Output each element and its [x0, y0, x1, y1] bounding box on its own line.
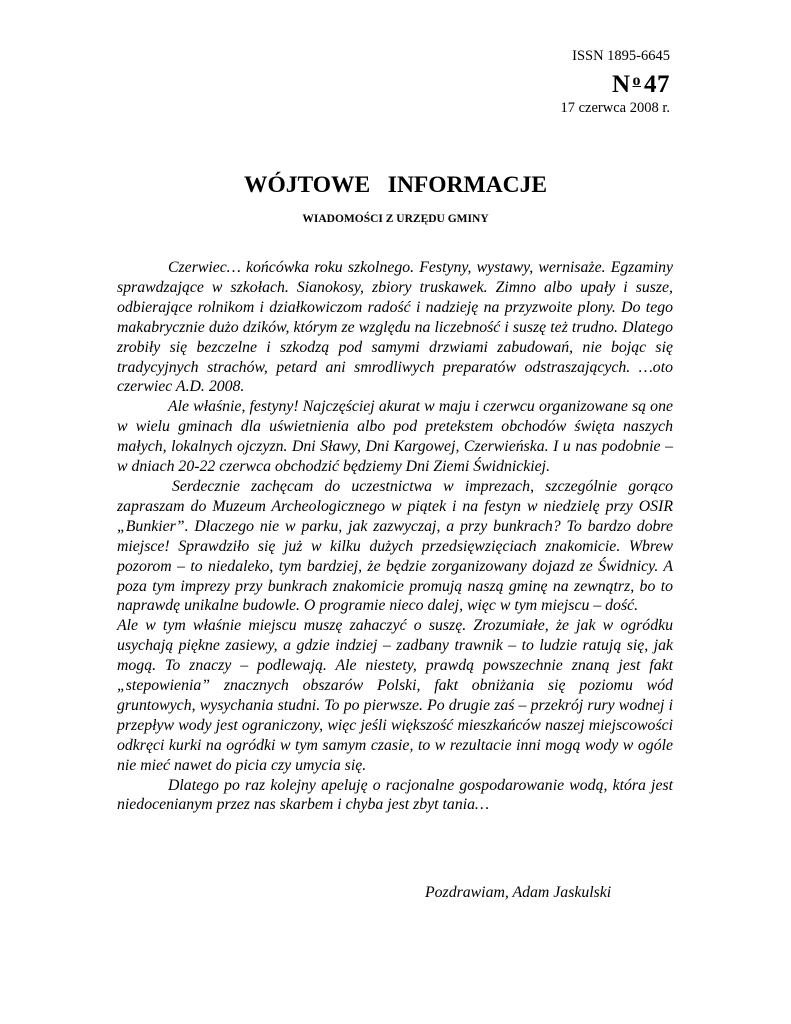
paragraph: Ale właśnie, festyny! Najczęściej akurat w maju i czerwcu organizowane są one w wielu gminach dla uświetnienia albo pod pretekstem obchodów święta naszych małych, lokalnych ojczyzn. Dni Sławy, Dni Kargowej, Czerwieńska. I u nas podobnie – w dniach 20-22 czerwca obchodzić będziemy Dni Ziemi Świdnickiej.	[117, 398, 673, 476]
masthead	[560, 47, 670, 116]
paragraph: Serdecznie zachęcam do uczestnictwa w imprezach, szczególnie gorąco zapraszam do Muzeum Archeologicznego w piątek i na festyn w niedzielę przy OSIR „Bunkier”. Dlaczego nie w parku, jak zazwyczaj, a przy bunkrach? To bardzo dobre miejsce! Sprawdziło się już w kilku dużych przedsięwzięciach znakomicie. Wbrew pozorom – to niedaleko, tym bardziej, że będzie zorganizowany dojazd ze Świdnicy. A poza tym imprezy przy bunkrach znakomicie promują naszą gminę na zewnątrz, bo to naprawdę unikalne budowle. O programie nieco dalej, więc w tym miejscu – dość.	[117, 477, 673, 615]
signature: Pozdrawiam, Adam Jaskulski	[425, 884, 612, 901]
page-subtitle: WIADOMOŚCI Z URZĘDU GMINY	[302, 213, 489, 225]
issue-number-prefix: N	[611, 71, 631, 98]
paragraph: Czerwiec… końcówka roku szkolnego. Festyny, wystawy, wernisaże. Egzaminy sprawdzające w szkołach. Sianokosy, zbiory truskawek. Zimno albo upały i susze, odbierające rolnikom i działkowiczom radość i nadzieję na przyzwoite plony. Do tego makabrycznie dużo dzików, którym ze względu na liczebność i suszę też trudno. Dlatego zrobiły się bezczelne i szkodzą pod samymi drzwiami zabudowań, nie bojąc się tradycyjnych strachów, petard ani smrodliwych preparatów odstraszających. …oto czerwiec A.D. 2008.	[117, 259, 673, 396]
paragraph: Ale w tym właśnie miejscu muszę zahaczyć o suszę. Zrozumiałe, że jak w ogródku usychają piękne zasiewy, a gdzie indziej – zadbany trawnik – to ludzie ratują się, jak mogą. To znaczy – podlewają. Ale niestety, prawdą powszechnie znaną jest fakt „stepowienia” znacznych obszarów Polski, fakt obniżania się poziomu wód gruntowych, wysychania studni. To po pierwsze. Po drugie zaś – przekrój rury wodnej i przepływ wody jest ograniczony, więc jeśli większość mieszkańców naszej miejscowości odkręci kurki na ogródki w tym samym czasie, to w rezultacie inni mogą wody w ogóle nie mieć nawet do picia czy umycia się.	[117, 617, 673, 774]
issue-number-value: 47	[644, 71, 670, 98]
issn: ISSN 1895-6645	[572, 48, 670, 64]
article-body	[117, 258, 673, 815]
issue-date: 17 czerwca 2008 r.	[560, 100, 670, 116]
issue-number-sign: o	[632, 72, 641, 89]
paragraph: Dlatego po raz kolejny apeluję o racjonalne gospodarowanie wodą, która jest niedocenianym przez nas skarbem i chyba jest zbyt tania…	[117, 776, 673, 814]
issue-number	[560, 66, 670, 100]
page-title: WÓJTOWE INFORMACJE	[243, 172, 548, 198]
